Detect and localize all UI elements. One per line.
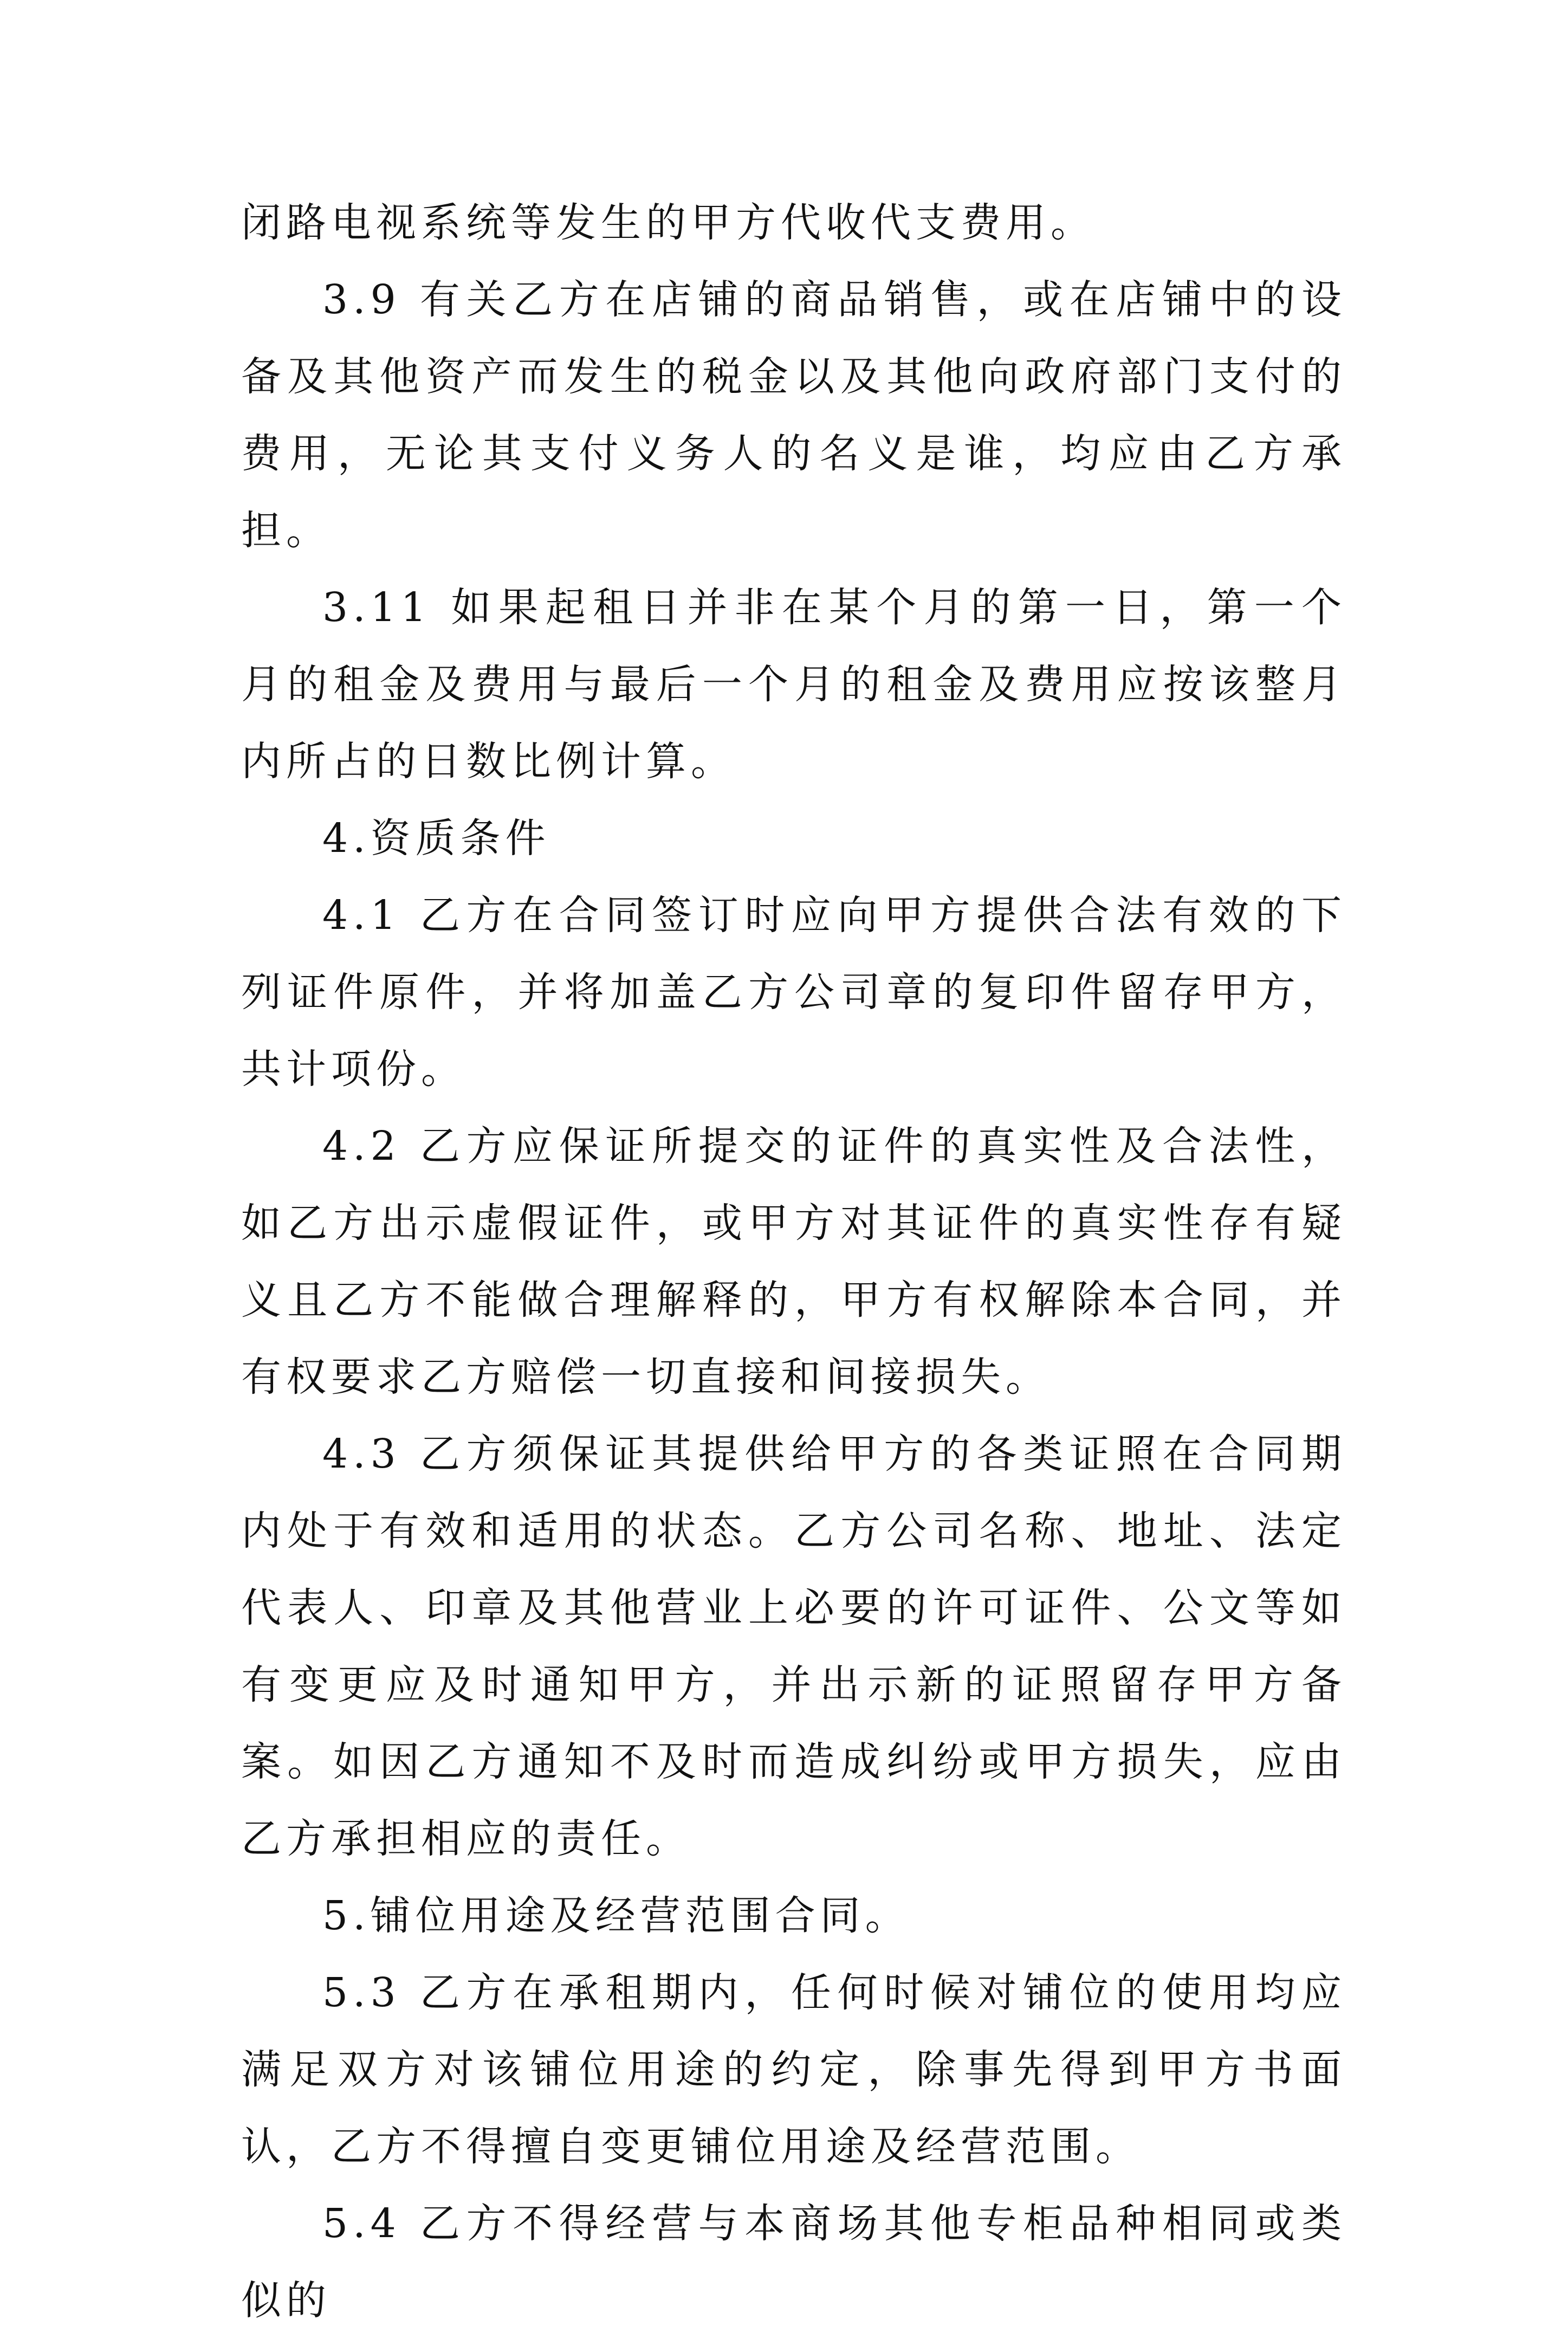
section-heading-4: 4.资质条件 xyxy=(322,815,550,862)
section-heading-5: 5.铺位用途及经营范围合同。 xyxy=(322,1892,910,1939)
paragraph-clause-4-3: 4.3 乙方须保证其提供给甲方的各类证照在合同期内处于有效和适用的状态。乙方公司名称、地址、法定代表人、印章及其他营业上必要的许可证件、公文等如有变更应及时通知甲方，并出示新的证照留存甲方备案。如因乙方通知不及时而造成纠纷或甲方损失，应由乙方承担相应的责任。 xyxy=(241,1431,1346,1862)
paragraph-clause-4-1: 4.1 乙方在合同签订时应向甲方提供合法有效的下列证件原件，并将加盖乙方公司章的复印件留存甲方，共计项份。 xyxy=(241,892,1346,1093)
paragraph-clause-3-9: 3.9 有关乙方在店铺的商品销售，或在店铺中的设备及其他资产而发生的税金以及其他向政府部门支付的费用，无论其支付义务人的名义是谁，均应由乙方承担。 xyxy=(241,276,1346,554)
paragraph-clause-3-11: 3.11 如果起租日并非在某个月的第一日，第一个月的租金及费用与最后一个月的租金及费用应按该整月内所占的日数比例计算。 xyxy=(241,584,1346,785)
paragraph-clause-5-4: 5.4 乙方不得经营与本商场其他专柜品种相同或类似的 xyxy=(241,2200,1346,2324)
paragraph-continuation: 闭路电视系统等发生的甲方代收代支费用。 xyxy=(241,199,1096,246)
paragraph-clause-5-3: 5.3 乙方在承租期内，任何时候对铺位的使用均应满足双方对该铺位用途的约定，除事先得到甲方书面认，乙方不得擅自变更铺位用途及经营范围。 xyxy=(241,1969,1346,2170)
paragraph-clause-4-2: 4.2 乙方应保证所提交的证件的真实性及合法性，如乙方出示虚假证件，或甲方对其证件的真实性存有疑义且乙方不能做合理解释的，甲方有权解除本合同，并有权要求乙方赔偿一切直接和间接损失。 xyxy=(241,1123,1346,1400)
document-body xyxy=(241,184,1346,2339)
